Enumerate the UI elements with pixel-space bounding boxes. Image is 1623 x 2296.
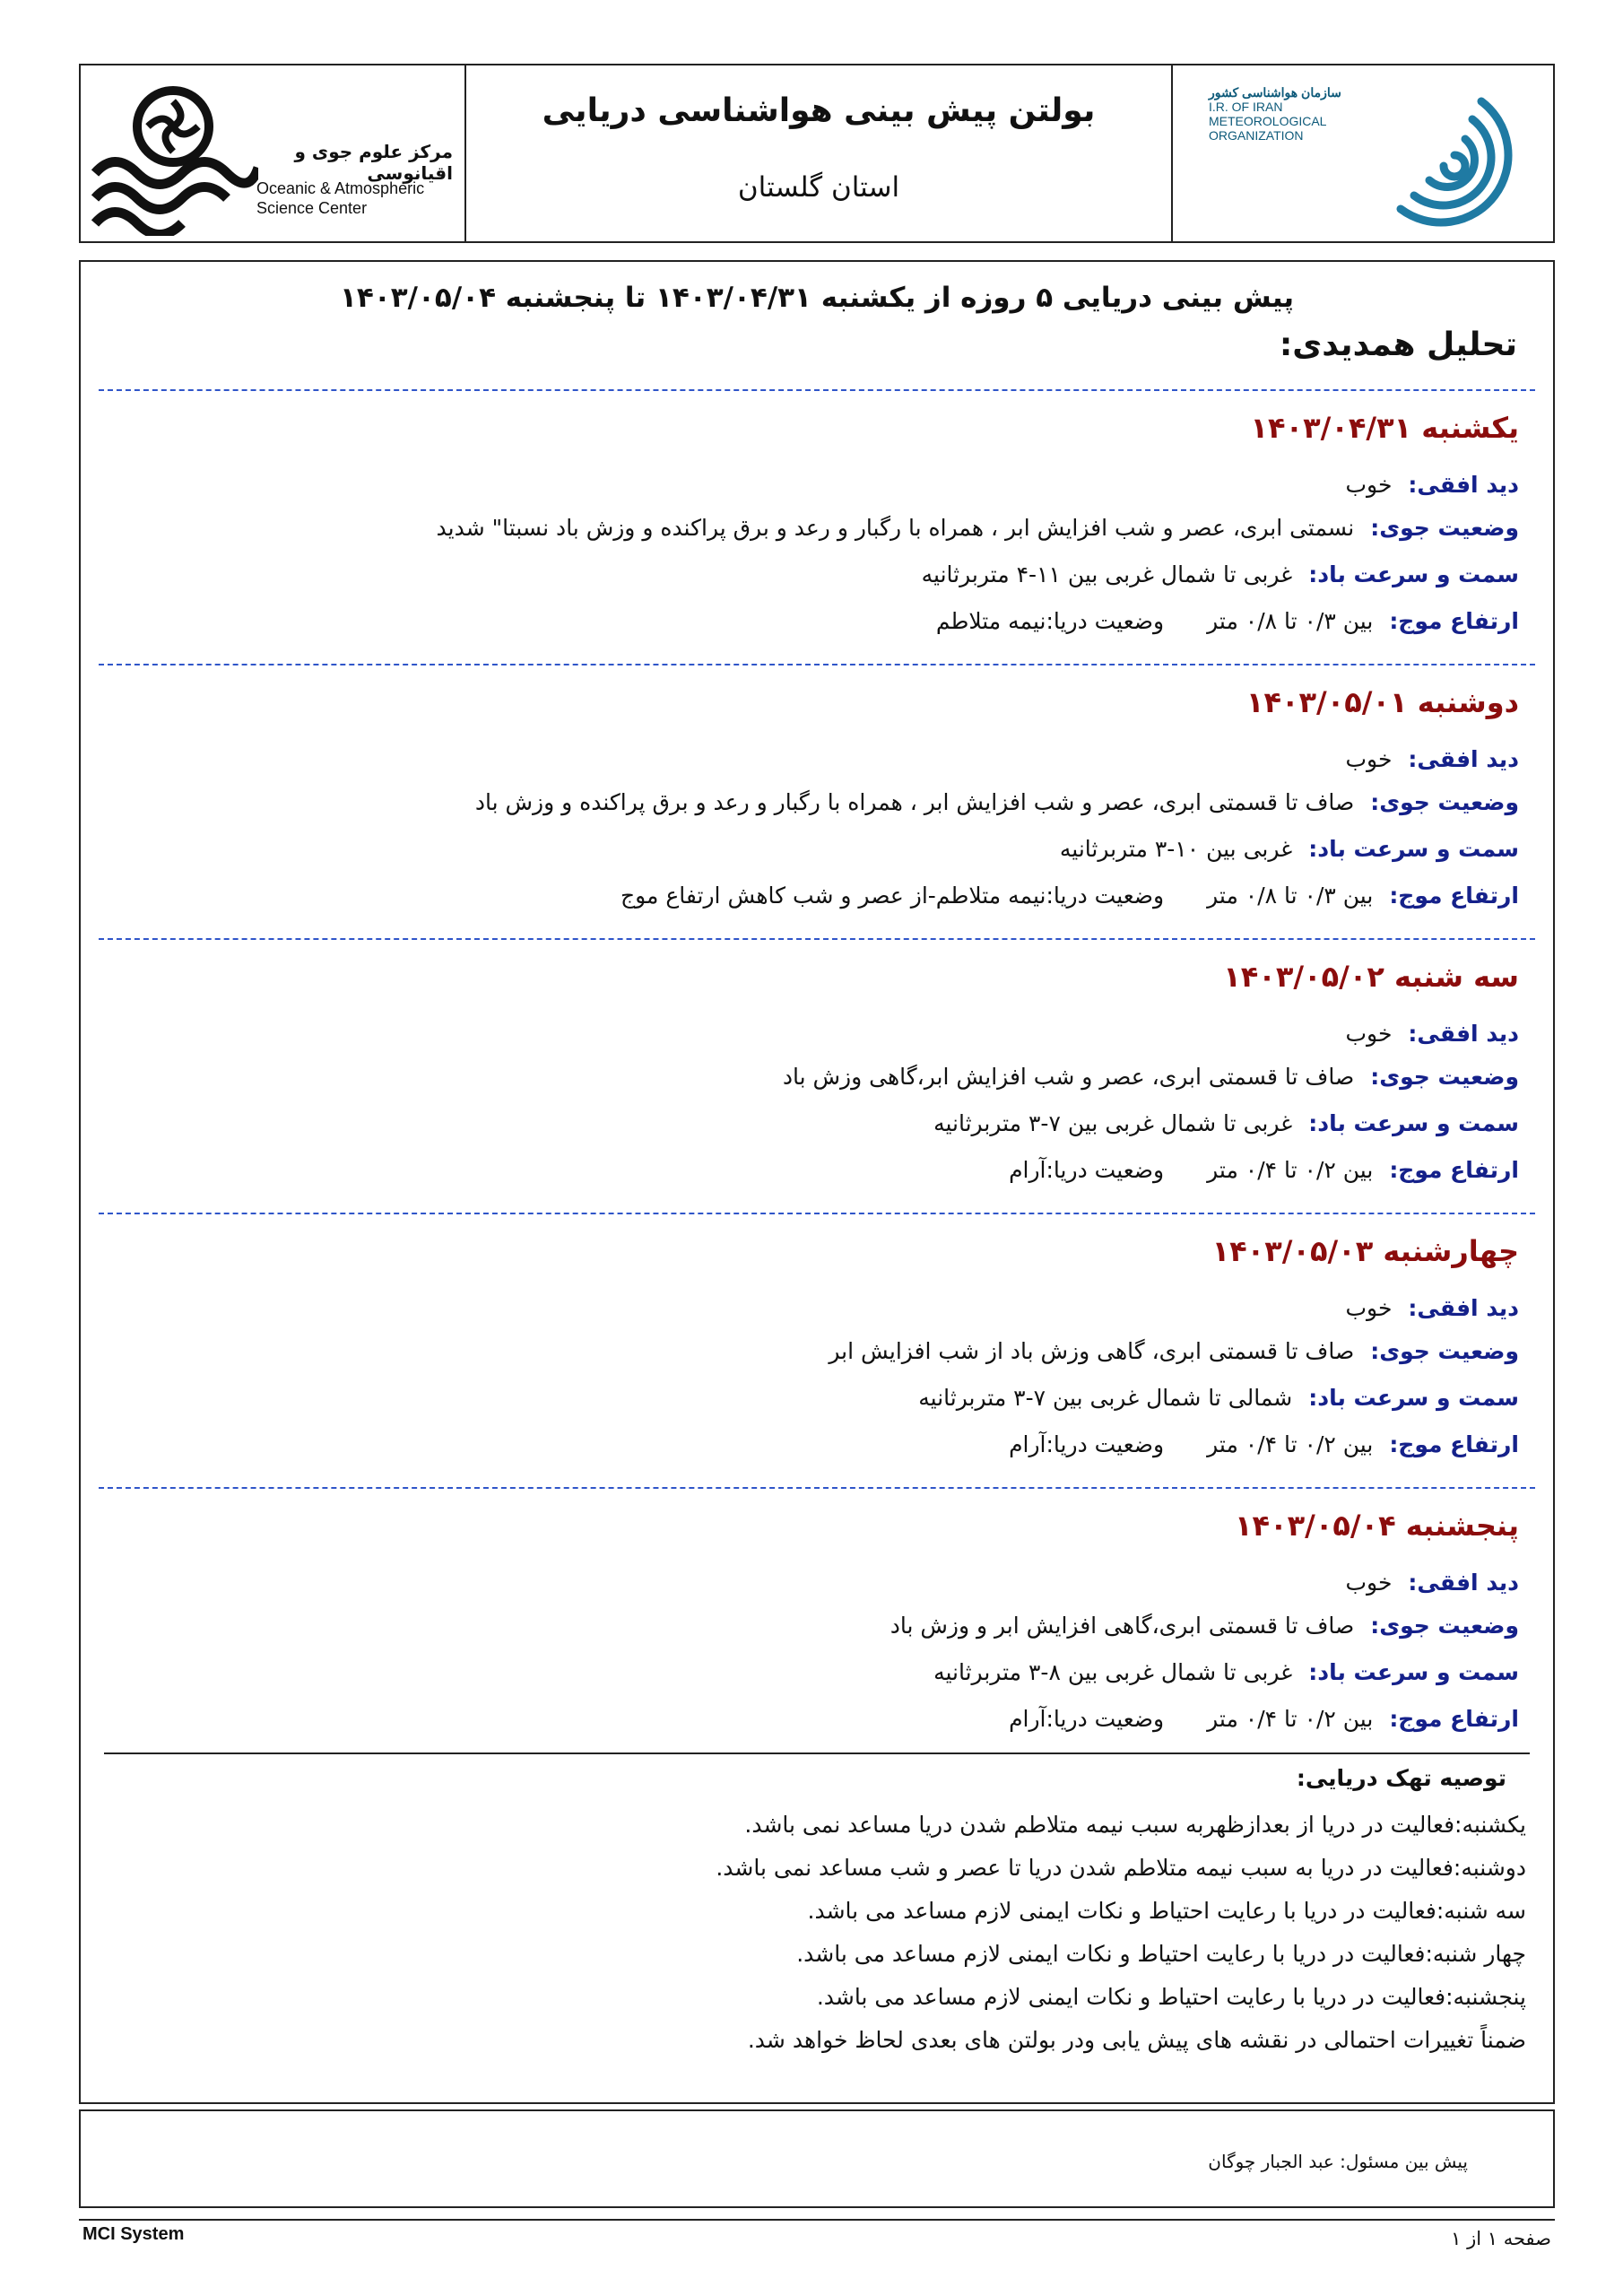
imo-logo-icon	[1365, 83, 1535, 231]
header-title-cell	[466, 65, 1171, 241]
visibility-value: خوب	[1345, 746, 1393, 772]
forecast-box	[79, 260, 1555, 2104]
advice-line: ضمناً تغییرات احتمالی در نقشه های پیش یابی ودر بولتن های بعدی لحاظ خواهد شد.	[747, 2027, 1526, 2053]
wind-row	[933, 1110, 1519, 1136]
wind-row	[922, 561, 1519, 587]
day-title: چهارشنبه ۱۴۰۳/۰۵/۰۳	[1211, 1234, 1519, 1268]
advice-line: سه شنبه:فعالیت در دریا با رعایت احتیاط و نکات ایمنی لازم مساعد می باشد.	[807, 1898, 1526, 1924]
visibility-label: دید افقی:	[1408, 1295, 1519, 1321]
advice-line: پنجشنبه:فعالیت در دریا با رعایت احتیاط و نکات ایمنی لازم مساعد می باشد.	[816, 1984, 1526, 2010]
wind-label: سمت و سرعت باد:	[1308, 1110, 1519, 1136]
wave-row	[936, 608, 1519, 634]
oasc-name-en-line1: Oceanic & Atmospheric	[256, 179, 425, 197]
wave-value: بین ۰/۳ تا ۰/۸ متر	[1207, 608, 1374, 634]
weather-value: صاف تا قسمتی ابری، گاهی وزش باد از شب افزایش ابر	[829, 1338, 1355, 1364]
day-section	[99, 389, 1535, 634]
wave-row	[1009, 1706, 1519, 1732]
imo-line2: METEOROLOGICAL	[1209, 114, 1327, 128]
province-name: استان گلستان	[737, 171, 900, 204]
weather-row	[475, 789, 1519, 815]
visibility-row	[1346, 746, 1520, 772]
visibility-value: خوب	[1345, 1021, 1393, 1047]
visibility-label: دید افقی:	[1408, 1021, 1519, 1047]
sea-state: وضعیت دریا:آرام	[1009, 1157, 1165, 1183]
visibility-row	[1346, 472, 1520, 498]
weather-label: وضعیت جوی:	[1370, 515, 1519, 541]
wind-row	[1060, 836, 1519, 862]
day-title: یکشنبه ۱۴۰۳/۰۴/۳۱	[1250, 411, 1519, 445]
wind-value: شمالی تا شمال غربی بین ۷-۳ متربرثانیه	[918, 1385, 1293, 1411]
wind-row	[933, 1659, 1519, 1685]
day-title: سه شنبه ۱۴۰۳/۰۵/۰۲	[1223, 960, 1519, 994]
wind-row	[918, 1385, 1519, 1411]
system-name: MCI System	[82, 2224, 185, 2244]
wave-value: بین ۰/۳ تا ۰/۸ متر	[1207, 883, 1374, 909]
visibility-row	[1346, 1570, 1520, 1596]
sea-state: وضعیت دریا:نیمه متلاطم-از عصر و شب کاهش ارتفاع موج	[620, 883, 1165, 909]
wave-row	[621, 883, 1519, 909]
forecaster-name: پیش بین مسئول: عبد الجبار چوگان	[1208, 2151, 1468, 2172]
forecast-title: پیش بینی دریایی ۵ روزه از یکشنبه ۱۴۰۳/۰۴/۳۱ تا پنجشنبه ۱۴۰۳/۰۵/۰۴	[340, 282, 1294, 314]
day-section	[99, 664, 1535, 909]
oasc-name-en	[256, 178, 424, 218]
wave-value: بین ۰/۲ تا ۰/۴ متر	[1207, 1431, 1374, 1457]
visibility-row	[1346, 1295, 1520, 1321]
weather-label: وضعیت جوی:	[1370, 1338, 1519, 1364]
visibility-value: خوب	[1345, 1295, 1393, 1321]
weather-row	[783, 1064, 1519, 1090]
imo-line1: I.R. OF IRAN	[1209, 100, 1283, 114]
weather-row	[829, 1338, 1519, 1364]
synoptic-analysis-label: تحلیل همدیدی:	[1279, 326, 1517, 363]
oasc-logo-icon	[88, 74, 258, 236]
sea-state: وضعیت دریا:آرام	[1009, 1706, 1165, 1732]
imo-name-fa: سازمان هواشناسی کشور	[1209, 85, 1341, 100]
day-title: دوشنبه ۱۴۰۳/۰۵/۰۱	[1245, 685, 1519, 719]
wind-label: سمت و سرعت باد:	[1308, 561, 1519, 587]
weather-value: صاف تا قسمتی ابری، عصر و شب افزایش ابر،گاهی وزش باد	[782, 1064, 1355, 1090]
weather-label: وضعیت جوی:	[1370, 1064, 1519, 1090]
oasc-logo-cell	[81, 65, 466, 241]
wind-label: سمت و سرعت باد:	[1308, 1659, 1519, 1685]
sea-state: وضعیت دریا:آرام	[1009, 1431, 1165, 1457]
weather-value: صاف تا قسمتی ابری،گاهی افزایش ابر و وزش باد	[890, 1613, 1355, 1639]
wind-value: غربی تا شمال غربی بین ۸-۳ متربرثانیه	[933, 1659, 1293, 1685]
wave-row	[1009, 1157, 1519, 1183]
advice-section	[104, 1752, 1530, 2053]
weather-value: صاف تا قسمتی ابری، عصر و شب افزایش ابر ، همراه با رگبار و رعد و برق پراکنده و وزش باد	[474, 789, 1355, 815]
wave-label: ارتفاع موج:	[1389, 1431, 1519, 1457]
advice-line: دوشنبه:فعالیت در دریا به سبب نیمه متلاطم شدن دریا تا عصر و شب مساعد نمی باشد.	[716, 1855, 1526, 1881]
header-box	[79, 64, 1555, 243]
wave-label: ارتفاع موج:	[1389, 883, 1519, 909]
wave-label: ارتفاع موج:	[1389, 1706, 1519, 1732]
wind-value: غربی تا شمال غربی بین ۱۱-۴ متربرثانیه	[921, 561, 1293, 587]
visibility-label: دید افقی:	[1408, 472, 1519, 498]
wind-label: سمت و سرعت باد:	[1308, 836, 1519, 862]
weather-row	[890, 1613, 1519, 1639]
footer-divider	[79, 2219, 1555, 2221]
advice-line: یکشنبه:فعالیت در دریا از بعدازظهربه سبب نیمه متلاطم شدن دریا مساعد نمی باشد.	[744, 1812, 1526, 1838]
wave-value: بین ۰/۲ تا ۰/۴ متر	[1207, 1157, 1374, 1183]
visibility-value: خوب	[1345, 472, 1393, 498]
oasc-name-en-line2: Science Center	[256, 199, 368, 217]
day-title: پنجشنبه ۱۴۰۳/۰۵/۰۴	[1235, 1509, 1519, 1543]
imo-line3: ORGANIZATION	[1209, 128, 1304, 143]
imo-logo-text	[1209, 85, 1343, 143]
day-section	[99, 1213, 1535, 1457]
visibility-label: دید افقی:	[1408, 1570, 1519, 1596]
oasc-name-fa: مرکز علوم جوی و اقیانوسی	[294, 141, 453, 184]
day-section	[99, 1487, 1535, 1732]
visibility-row	[1346, 1021, 1520, 1047]
wave-label: ارتفاع موج:	[1389, 1157, 1519, 1183]
weather-label: وضعیت جوی:	[1370, 1613, 1519, 1639]
wave-value: بین ۰/۲ تا ۰/۴ متر	[1207, 1706, 1374, 1732]
visibility-label: دید افقی:	[1408, 746, 1519, 772]
wave-row	[1009, 1431, 1519, 1457]
wind-label: سمت و سرعت باد:	[1308, 1385, 1519, 1411]
day-section	[99, 938, 1535, 1183]
advice-line: چهار شنبه:فعالیت در دریا با رعایت احتیاط و نکات ایمنی لازم مساعد می باشد.	[796, 1941, 1526, 1967]
signature-box	[79, 2109, 1555, 2208]
sea-state: وضعیت دریا:نیمه متلاطم	[935, 608, 1165, 634]
page-number: صفحه ۱ از ۱	[1451, 2228, 1551, 2249]
wind-value: غربی تا شمال غربی بین ۷-۳ متربرثانیه	[933, 1110, 1293, 1136]
wind-value: غربی بین ۱۰-۳ متربرثانیه	[1059, 836, 1293, 862]
bulletin-title: بولتن پیش بینی هواشناسی دریایی	[542, 92, 1096, 129]
weather-row	[437, 515, 1519, 541]
wave-label: ارتفاع موج:	[1389, 608, 1519, 634]
imo-logo-cell	[1171, 65, 1553, 241]
advice-title: توصیه تهک دریایی:	[1296, 1765, 1506, 1791]
visibility-value: خوب	[1345, 1570, 1393, 1596]
weather-value: نسمتی ابری، عصر و شب افزایش ابر ، همراه با رگبار و رعد و برق پراکنده و وزش باد نسبتا" شدید	[436, 515, 1355, 541]
weather-label: وضعیت جوی:	[1370, 789, 1519, 815]
